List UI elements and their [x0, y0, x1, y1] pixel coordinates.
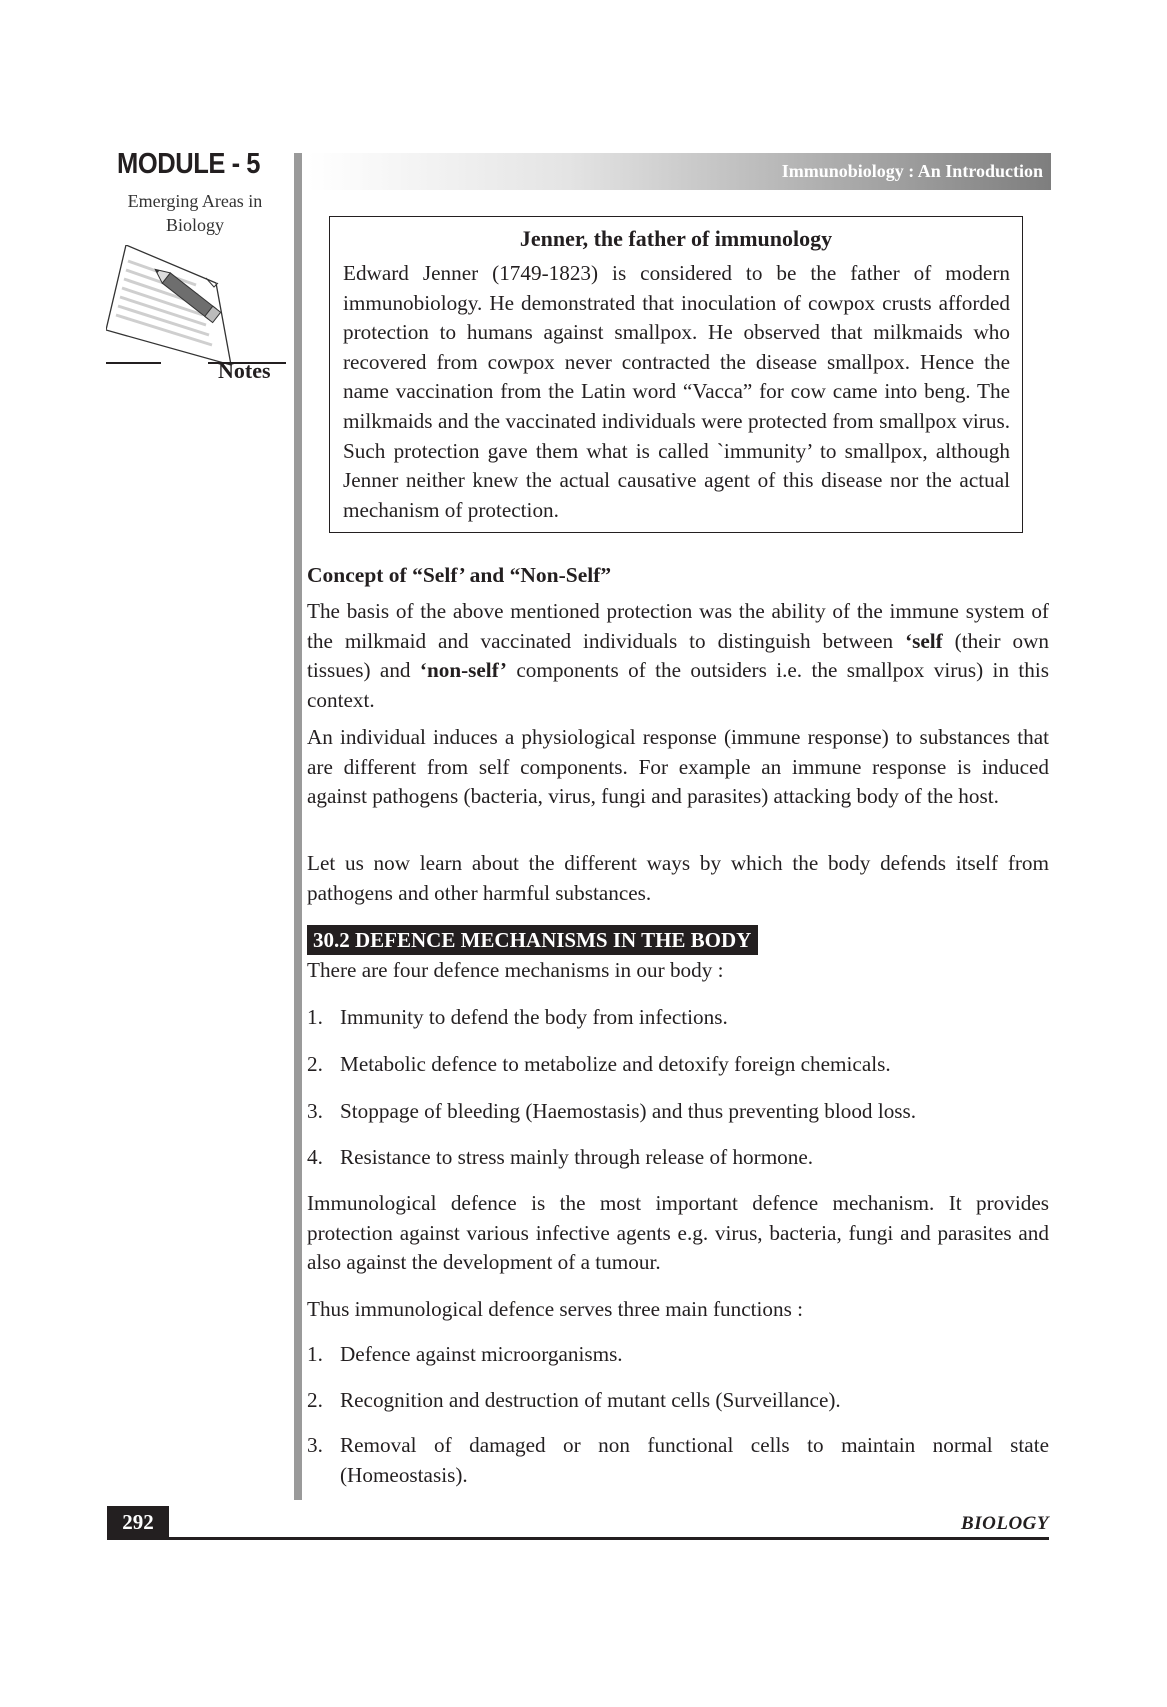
- paragraph-immunological-defence: Immunological defence is the most important defence mechanism. It provides protection against various infective agents e.g. virus, bacteria, fungi and parasites and also against the development of a tumour.: [307, 1191, 1049, 1275]
- list-item: [307, 1003, 1049, 1033]
- functions-list: [307, 1340, 1049, 1506]
- list-text: Immunity to defend the body from infections.: [340, 1005, 728, 1029]
- paragraph-self-basis: [307, 597, 1049, 715]
- list-text: Removal of damaged or non functional cells to maintain normal state (Homeostasis).: [340, 1433, 1049, 1487]
- footer-rule: [107, 1537, 1049, 1540]
- chapter-header: [308, 153, 1051, 190]
- box-body: Edward Jenner (1749-1823) is considered to be the father of modern immunobiology. He demonstrated that inoculation of cowpox crusts afforded protection to humans against smallpox. He observed that milkmaids who recovered from cowpox never contracted the disease smallpox. Hence the name vaccination from the Latin word “Vacca” for cow came into beng. The milkmaids and the vaccinated individuals were protected from smallpox virus. Such protection gave them what is called `immunity’ to smallpox, although Jenner neither knew the actual causative agent of this disease nor the actual mechanism of protection.: [343, 261, 1010, 522]
- list-item: [307, 1143, 1049, 1173]
- list-number: 2.: [307, 1387, 323, 1412]
- list-item: [307, 1050, 1049, 1080]
- section-heading-self: Concept of “Self’ and “Non-Self”: [307, 563, 612, 587]
- box-title: Jenner, the father of immunology: [519, 226, 833, 251]
- text-run: components of the outsiders i.e. the smallpox virus) in this context.: [307, 658, 1050, 712]
- bold-term-self: ‘self: [905, 628, 943, 653]
- list-text: Defence against microorganisms.: [340, 1342, 623, 1366]
- list-text: Stoppage of bleeding (Haemostasis) and thus preventing blood loss.: [340, 1098, 917, 1123]
- list-number: 1.: [307, 1342, 323, 1366]
- paragraph-defence-intro: Let us now learn about the different ways by which the body defends itself from pathogens and other harmful substances.: [307, 851, 1049, 905]
- page-number: 292: [107, 1506, 169, 1538]
- list-text: Resistance to stress mainly through release of hormone.: [340, 1145, 814, 1170]
- paragraph-functions-intro: Thus immunological defence serves three main functions :: [307, 1297, 803, 1321]
- chapter-title: Immunobiology : An Introduction: [781, 161, 1043, 181]
- text-run: The basis of the above mentioned protection was the ability of the immune system of the milkmaid and vaccinated individuals to distinguish between: [307, 599, 1049, 653]
- notes-label: Notes: [218, 358, 271, 383]
- text-run: (their own tissues) and: [307, 628, 1049, 683]
- module-subtitle: [110, 189, 280, 237]
- margin-divider: [294, 153, 302, 1500]
- paragraph-four-mechanisms: There are four defence mechanisms in our body :: [307, 958, 724, 982]
- paragraph-immune-response: An individual induces a physiological response (immune response) to substances that are different from self components. For example an immune response is induced against pathogens (bacteria, virus, fungi and parasites) attacking body of the host.: [307, 725, 1049, 809]
- list-item: [307, 1340, 1049, 1370]
- list-number: 1.: [307, 1005, 323, 1029]
- list-number: 3.: [307, 1433, 323, 1458]
- list-number: 2.: [307, 1051, 323, 1076]
- list-number: 3.: [307, 1098, 323, 1123]
- list-item: [307, 1431, 1049, 1490]
- list-text: Recognition and destruction of mutant cells (Surveillance).: [340, 1387, 841, 1412]
- list-number: 4.: [307, 1145, 323, 1170]
- module-title: MODULE - 5: [117, 148, 261, 180]
- footer-subject: BIOLOGY: [961, 1513, 1049, 1534]
- bold-term-non-self: ‘non-self’: [419, 658, 507, 683]
- section-heading-defence: 30.2 DEFENCE MECHANISMS IN THE BODY: [307, 925, 758, 955]
- module-subtitle-line1: Emerging Areas in: [127, 191, 263, 211]
- mechanisms-list: [307, 1003, 1049, 1190]
- list-item: [307, 1097, 1049, 1127]
- module-subtitle-line2: Biology: [165, 215, 224, 235]
- list-item: [307, 1386, 1049, 1416]
- list-text: Metabolic defence to metabolize and detoxify foreign chemicals.: [340, 1051, 891, 1076]
- jenner-info-box: [329, 216, 1023, 533]
